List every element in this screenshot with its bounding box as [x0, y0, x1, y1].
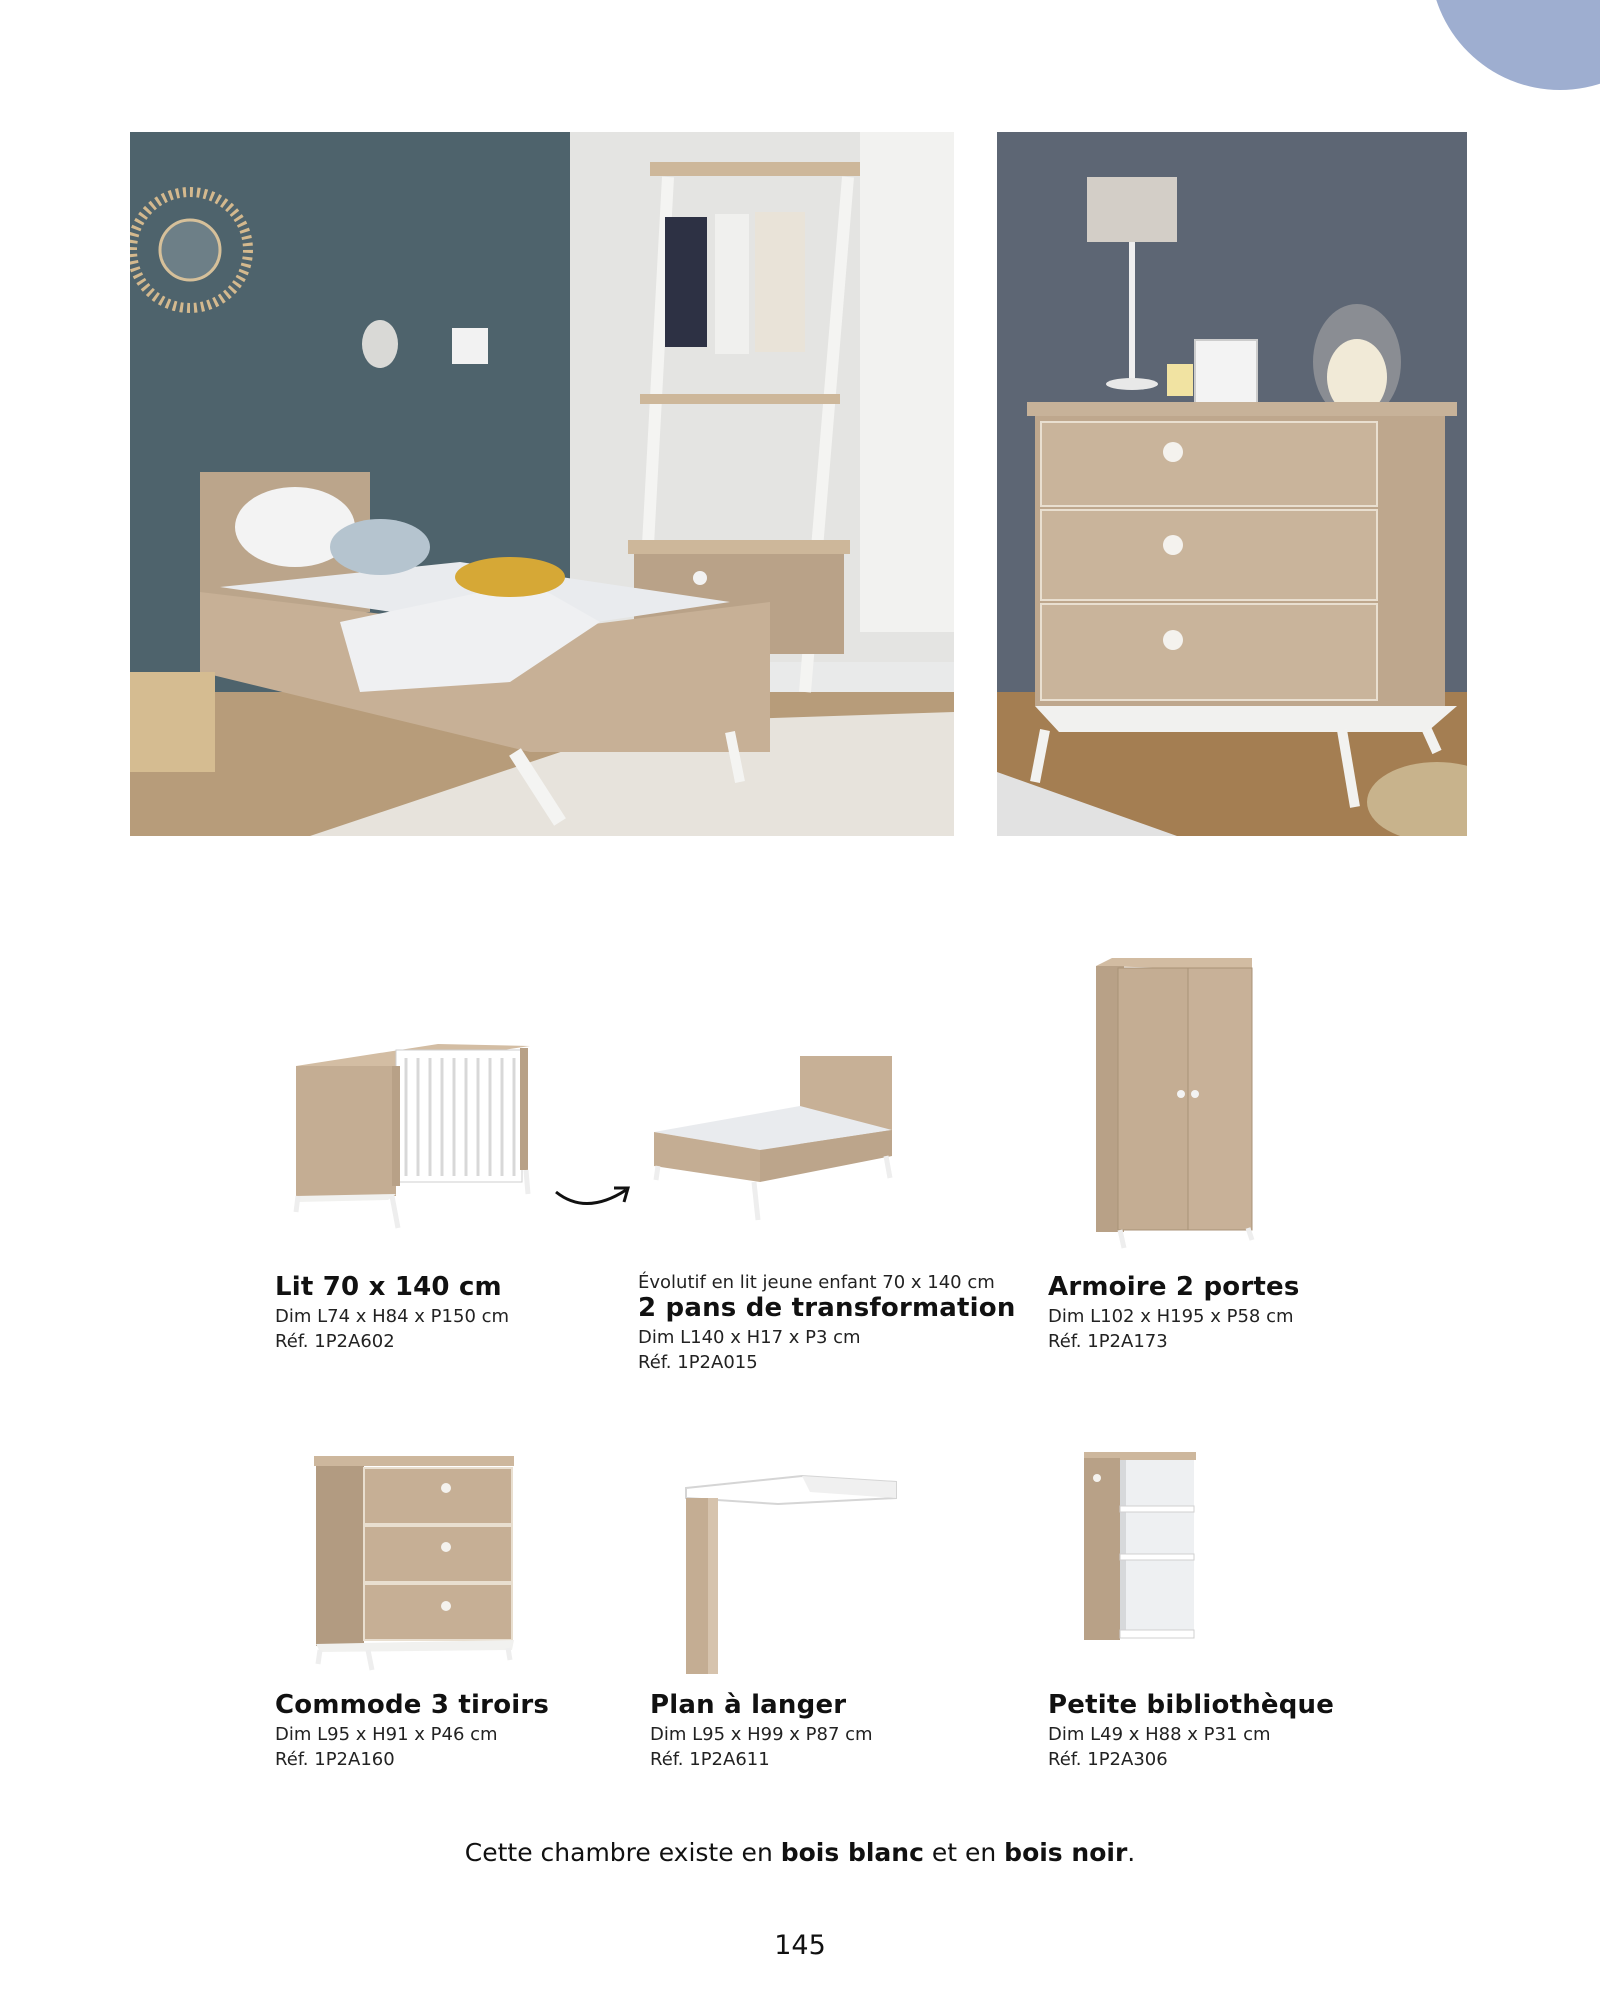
wardrobe-image: [1090, 956, 1260, 1252]
note-bold-black-wood: bois noir: [1004, 1838, 1128, 1867]
note-text: et en: [923, 1838, 1005, 1867]
product-dimensions: Dim L49 x H88 x P31 cm: [1048, 1724, 1271, 1745]
bedroom-photo: [130, 132, 954, 836]
product-reference: Réf. 1P2A306: [1048, 1749, 1168, 1770]
product-dimensions: Dim L140 x H17 x P3 cm: [638, 1327, 861, 1348]
product-title: Lit 70 x 140 cm: [275, 1272, 502, 1302]
product-dimensions: Dim L95 x H91 x P46 cm: [275, 1724, 498, 1745]
note-bold-white-wood: bois blanc: [780, 1838, 924, 1867]
changing-table-image: [682, 1472, 902, 1678]
product-title: Armoire 2 portes: [1048, 1272, 1300, 1302]
product-title: 2 pans de transformation: [638, 1293, 1016, 1323]
junior-bed-image: [650, 1050, 900, 1230]
curved-arrow-icon: [552, 1178, 632, 1220]
product-dimensions: Dim L74 x H84 x P150 cm: [275, 1306, 510, 1327]
note-text: .: [1127, 1838, 1136, 1867]
corner-accent-circle: [1430, 0, 1600, 90]
product-title: Commode 3 tiroirs: [275, 1690, 550, 1720]
commode-image: [312, 1454, 517, 1672]
cot-image: [288, 1036, 538, 1236]
page-number: 145: [774, 1930, 826, 1961]
product-dimensions: Dim L102 x H195 x P58 cm: [1048, 1306, 1294, 1327]
note-text: Cette chambre existe en: [464, 1838, 781, 1867]
bookcase-image: [1080, 1450, 1200, 1642]
finish-availability-note: [0, 1838, 1600, 1867]
product-reference: Réf. 1P2A173: [1048, 1331, 1168, 1352]
product-reference: Réf. 1P2A015: [638, 1352, 758, 1373]
product-title: Petite bibliothèque: [1048, 1690, 1335, 1720]
product-subtitle: Évolutif en lit jeune enfant 70 x 140 cm: [638, 1272, 995, 1293]
product-reference: Réf. 1P2A602: [275, 1331, 395, 1352]
product-title: Plan à langer: [650, 1690, 847, 1720]
product-reference: Réf. 1P2A160: [275, 1749, 395, 1770]
product-dimensions: Dim L95 x H99 x P87 cm: [650, 1724, 873, 1745]
product-reference: Réf. 1P2A611: [650, 1749, 770, 1770]
dresser-photo: [997, 132, 1467, 836]
